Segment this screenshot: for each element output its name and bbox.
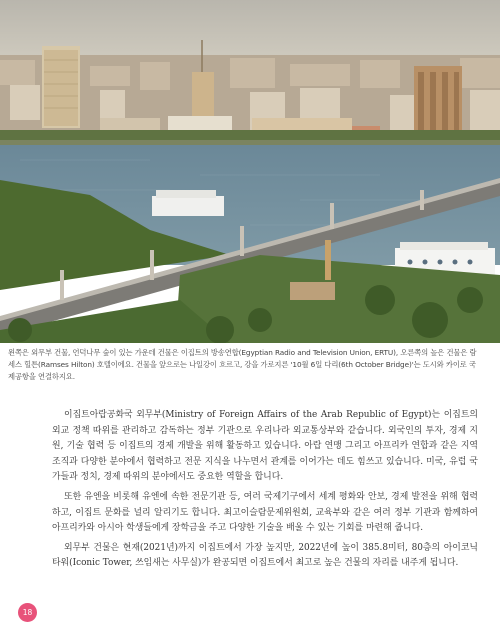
body-paragraph-2: 또한 유엔을 비롯해 유엔에 속한 전문기관 등, 여러 국제기구에서 세계 평화와 안보, 경제 발전을 위해 협력하고, 이집트 문화를 널리 알리기도 합니다. 최고이슬람문제위원회, 교육부와 같은 여러 정부 기관과 함께하여 아프리카와 아시아 학생들에게 장학금을 주고 다양한 기술을 배울 수 있는 기회를 마련해 줍니다. [52, 491, 478, 534]
body-text [52, 408, 478, 576]
page-number: 18 [18, 603, 37, 622]
body-paragraph-3: 외무부 건물은 현재(2021년)까지 이집트에서 가장 높지만, 2022년에 높이 385.8미터, 80층의 아이코닉 타워(Iconic Tower, 쓰임새는 사무실)가 완공되면 이집트에서 최고로 높은 건물의 자리를 내주게 됩니다. [52, 542, 478, 569]
photo-caption: 왼쪽은 외무부 건물, 언덕나무 숲이 있는 가운데 건물은 이집트의 방송연합(Egyptian Radio and Television Union, ERTU), 오른쪽의 높은 건물은 람세스 힐튼(Ramses Hilton) 호텔이에요. 건물을 앞으로는 나일강이 흐르고, 강을 가로지른 '10월 6일 다리(6th October Bridge)'는 도시와 카이로 국제공항을 연결하지요. [8, 348, 477, 381]
body-paragraph-1: 이집트아랍공화국 외무부(Ministry of Foreign Affairs of the Arab Republic of Egypt)는 이집트의 외교 정책 따위를 관리하고 감독하는 정부 기관으로 우리나라 외교통상부와 같습니다. 외국인의 투자, 경제 지원, 기술 협력 등 이집트의 경제 개발을 위해 활동하고 있습니다. 아랍 연맹 그리고 아프리카 연합과 같은 지역 조직과 다양한 분야에서 협력하고 전문 지식을 나누면서 관계를 이어가는 데도 힘쓰고 있습니다. 미국, 유럽 국가들과 정치, 경제 따위의 분야에서도 중요한 역할을 합니다. [52, 410, 478, 483]
